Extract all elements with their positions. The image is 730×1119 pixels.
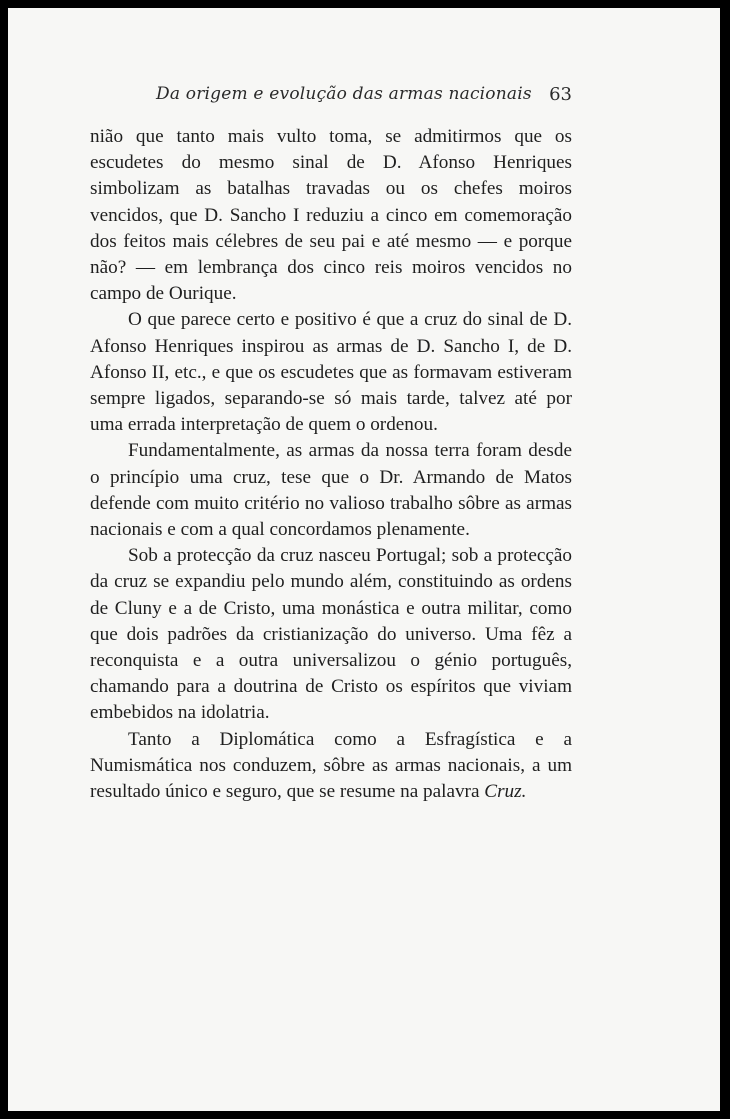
paragraph-5: [90, 727, 572, 806]
book-page: [8, 8, 720, 1111]
paragraph-4: Sob a protecção da cruz nasceu Portugal; sob a protecção da cruz se expandiu pelo mundo além, constituindo as ordens de Cluny e a de Cristo, uma monástica e outra militar, como que dois padrões da cristianização do universo. Uma fêz a reconquista e a outra universalizou o génio português, chamando para a doutrina de Cristo os espíritos que viviam embebidos na idolatria.: [90, 545, 572, 724]
page-header: [88, 84, 588, 114]
body-text: [90, 124, 572, 805]
emphasized-word: Cruz.: [484, 781, 527, 803]
paragraph-3: Fundamentalmente, as armas da nossa terra foram desde o princípio uma cruz, tese que o Dr. Armando de Matos defende com muito critério no valioso trabalho sôbre as armas nacionais e com a qual concordamos plenamente.: [90, 440, 572, 541]
paragraph-1: nião que tanto mais vulto toma, se admitirmos que os escudetes do mesmo sinal de D. Afonso Henriques simbolizam as batalhas travadas ou os chefes moiros vencidos, que D. Sancho I reduziu a cinco em comemoração dos feitos mais célebres de seu pai e até mesmo — e porque não? — em lembrança dos cinco reis moiros vencidos no campo de Ourique.: [90, 126, 572, 305]
paragraph-5-text: Tanto a Diplomática como a Esfragística e a Numismática nos conduzem, sôbre as armas nacionais, a um resultado único e seguro, que se resume na palavra: [90, 728, 572, 803]
paragraph-2: O que parece certo e positivo é que a cruz do sinal de D. Afonso Henriques inspirou as armas de D. Sancho I, de D. Afonso II, etc., e que os escudetes que as formavam estiveram sempre ligados, separando-se só mais tarde, talvez até por uma errada interpretação de quem o ordenou.: [90, 309, 572, 436]
running-title: Da origem e evolução das armas nacionais: [156, 84, 532, 104]
page-number: 63: [549, 84, 572, 105]
